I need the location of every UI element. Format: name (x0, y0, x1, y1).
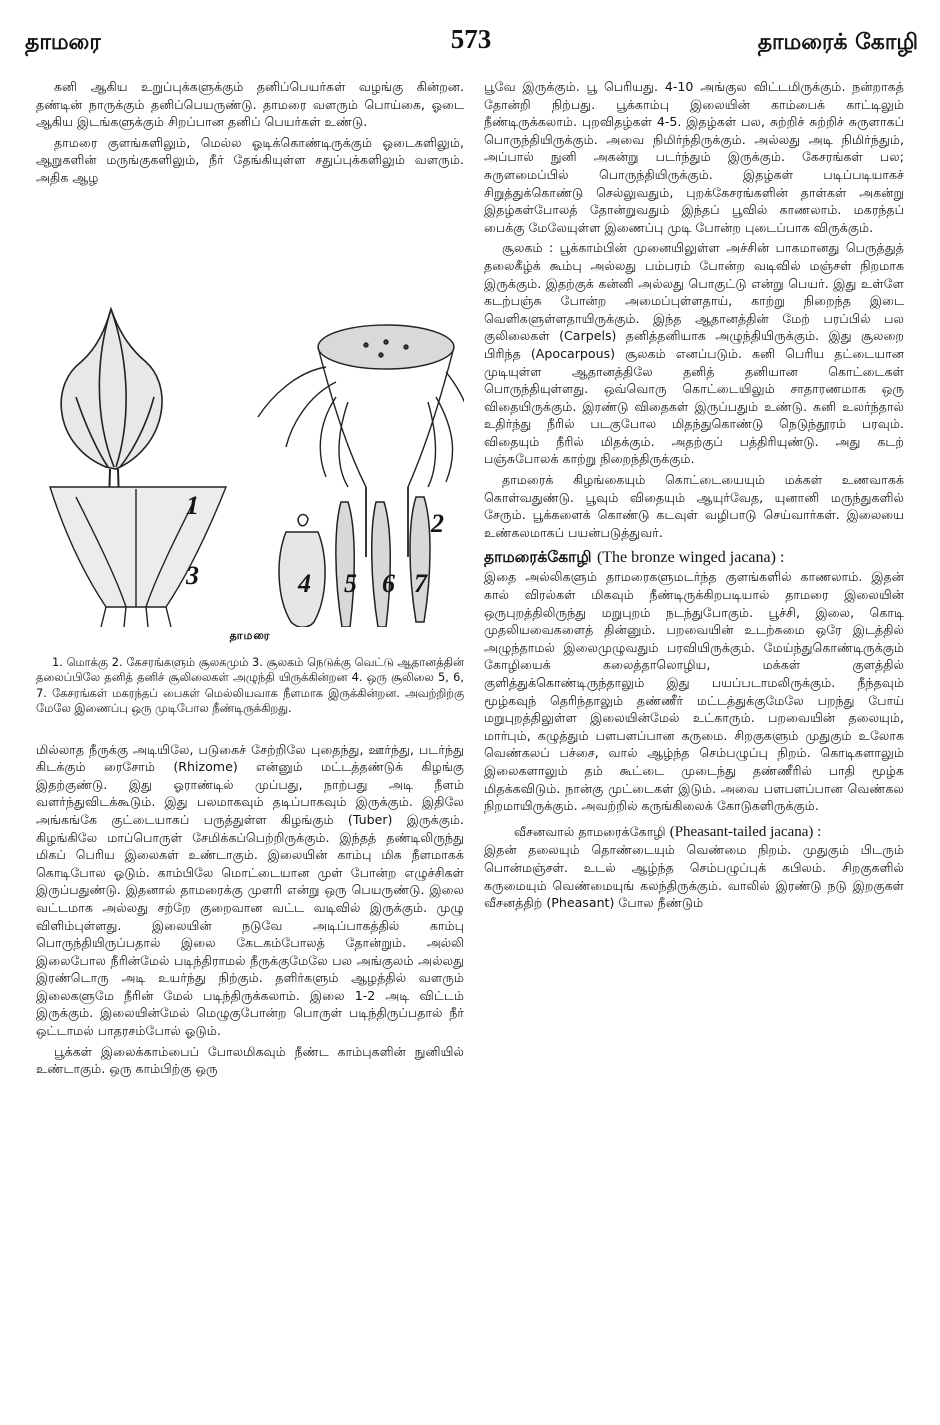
entry-heading-pheasant-tailed-jacana (484, 823, 904, 842)
intro-paragraph: கனி ஆகிய உறுப்புக்களுக்கும் தனிப்பெயர்கள் வழங்கு கின்றன. தண்டின் நாருக்கும் தனிப்பெயருண்டு. தாமரை வளரும் பொய்கை, ஓடை ஆகிய இடங்களுக்கும் சிறப்பான தனிப் பெயர்கள் உண்டு. (36, 79, 464, 130)
page-number: 573 (450, 24, 492, 54)
page-header (0, 0, 940, 60)
figure-label: 5 (344, 568, 357, 598)
running-head-left: தாமரை (25, 30, 101, 55)
lotus-illustration (36, 197, 464, 627)
right-column (484, 78, 904, 915)
figure-label: 6 (382, 568, 395, 598)
body-paragraph: பூக்கள் இலைக்காம்பைப் போலமிகவும் நீண்ட காம்புகளின் நுனியில் உண்டாகும். ஒரு காம்பிற்கு ஒரு (36, 1043, 464, 1077)
figure-label: 7 (414, 568, 427, 598)
figure-title: தாமரை (229, 628, 271, 642)
entry-heading-english: (Pheasant-tailed jacana) : (669, 823, 822, 840)
entry-text-jacana: இதை அல்லிகளும் தாமரைகளுமடர்ந்த குளங்களில் காணலாம். இதன் கால் விரல்கள் மிகவும் நீண்டிருக்கிறபடியால் தாமரை இலையின் ஒருபுறத்திலிருந்து மறுபுறம் நடந்துபோகும். பூச்சி, இலை, கொடி முதலியவைகளைத் தின்னும். பறவையின் உடற்சுமை ஒரே இடத்தில் அழுந்தாமல் இலைமுழுவதும் பரவியிருக்கும். மேய்ந்துகொண்டிருக்கும் கோழியைக் கலைத்தாலொழிய, மக்கள் குளத்தில் குளித்துக்கொண்டிருந்தாலும் இது பயப்படாமலிருக்கும். நீந்தவும் மூழ்கவுந் தெரிந்தாலும் தண்ணீர் மட்டத்துக்குமேலே பறந்து போய் மறுபுறத்திலுள்ள இலையின்மேல் உட்காரும். பறவையின் தலையும், மார்பும், கழுத்தும் பளபளப்பான கருமை. சிறகுகளும் முதுகும் உலோக வெண்கலப் பச்சை, வால் ஆழ்ந்த செம்பழுப்பு நிறம். கொடிகளாலும் இலைகளாலும் தம் கூட்டை முடைந்து தண்ணீரில் பாதி மூழ்க மிதக்கவிடும். நான்கு முட்டைகள் இடும். அவை பளபளப்பான வெண்கல நிறமாயிருக்கும். அவற்றில் கருங்கிலைக் கோடுகளிருக்கும். (484, 569, 904, 814)
figure-label: 3 (186, 560, 199, 590)
body-paragraph: பூவே இருக்கும். பூ பெரியது. 4-10 அங்குல விட்டமிருக்கும். நன்றாகத் தோன்றி நிற்பது. பூக்காம்பு இலையின் காம்பைக் காட்டிலும் நீண்டிருக்கலாம். புறவிதழ்கள் 4-5. இதழ்கள் பல, சுற்றிச் சுற்றிச் சுருளாகப் பொருந்தியிருக்கும். அவை நிமிர்ந்திருக்கும். அல்லது அடி நிமிர்ந்தும், அப்பால் நுனி அகன்று படர்ந்தும் இருக்கும். கேசரங்கள் பல; சுருளமைப்பில் பொருந்தியிருக்கும். இதழ்கள் படிப்படியாகச் சிறுத்துக்கொண்டு செல்லுவதும், புறக்கேசரங்களின் தாள்கள் அகன்று இதழ்கள்போலத் தோன்றுவதும் இந்தப் பூவில் காணலாம். மகரந்தப் பைக்கு மேலேயுள்ள இணைப்பு முடி போன்ற புடைப்பாக விருக்கும். (484, 79, 904, 235)
running-head-right: தாமரைக் கோழி (757, 30, 918, 55)
entry-heading-tamil: தாமரைக்கோழி (484, 548, 592, 567)
body-paragraph: மில்லாத நீருக்கு அடியிலே, படுகைச் சேற்றிலே புதைந்து, ஊர்ந்து, படர்ந்து கிடக்கும் ரைசோம் (Rhizome) என்னும் மட்டத்தண்டுக் கிழங்கு இதற்குண்டு. இது ஓராண்டில் முப்பது, நாற்பது அடி நீளம் வளர்ந்துவிடக்கூடும். இது பலமாகவும் தடிப்பாகவும் இருக்கும். இதிலே அங்கங்கே குட்டையாகப் பருத்துள்ள கிழங்கும் (Tuber) இருக்கும். கிழங்கிலே மாப்பொருள் சேமிக்கப்பெற்றிருக்கும். இந்தத் தண்டிலிருந்து மிகப் பெரிய இலைகள் உண்டாகும். இலையின் காம்பு மிக நீளமாகக் கொடிபோல ஓடும். காம்பிலே மொட்டையான முள் போன்ற எழுச்சிகள் இருப்பதுண்டு. இதனால் தாமரைக்கு முளரி என்று ஒரு பெயருண்டு. இலை வட்டமாக அல்லது சற்றே குறைவான வட்ட வடிவில் இருக்கும். முழு விளிம்புள்ளது. இலையின் நடுவே அடிப்பாகத்தில் காம்பு பொருந்தியிருப்பதால் இலை கேடகம்போலத் தோன்றும். அல்லி இலைபோல நீரின்மேல் படிந்திராமல் நீருக்குமேலே பல அங்குலம் அல்லது இரண்டொரு அடி உயர்ந்து நிற்கும். தளிர்களும் ஆழத்தில் வளரும் இலைகளுமே நீரின் மேல் படிந்திருக்கலாம். இலை 1-2 அடி விட்டம் இருக்கும். இலையின்மேல் மெழுகுபோன்ற பொருள் படிந்திருப்பதால் நீர் ஒட்டாமல் பாதரசம்போல் ஓடும். (36, 741, 464, 1039)
body-paragraph: சூலகம் : பூக்காம்பின் முனையிலுள்ள அச்சின் பாகமானது பெருத்துத் தலைகீழ்க் கூம்பு அல்லது பம்பரம் போன்ற வடிவில் மஞ்சள் நிறமாக இருக்கும். இதற்குக் கன்னி அல்லது பொகுட்டு என்று பெயர். இது உள்ளே கடற்பஞ்சு போன்ற அமைப்புள்ளதாய், காற்று நிறைந்த இடை வெளிகளுள்ளதாயிருக்கும். இந்த ஆதானத்தின் மேற் பரப்பில் பல குலிலைகள் (Carpels) தனித்தனியாக அழுந்தியிருக்கும். இது சூலறை பிரிந்த (Apocarpous) சூலகம் எனப்படும். கனி பெரிய தட்டையான முடியுள்ள ஆதானத்திலே தனித் தனியான கொட்டைகள் பொருந்தியுள்ளது. ஒவ்வொரு கொட்டையிலும் சாதாரணமாக ஒரு விதையிருக்கும். இரண்டு விதைகள் இருப்பதும் உண்டு. கனி உலர்ந்தால் உதிர்ந்து நீரில் படகுபோல மிதந்துகொண்டு நெடுந்தூரம் பரவும். விதையும் நீரில் மிதக்கும். அதற்குப் பத்திரியுண்டு. அது கடற் பஞ்சுபோலக் காற்று நிறைந்திருக்கும். (484, 240, 904, 467)
entry-text-pheasant-tailed-jacana: இதன் தலையும் தொண்டையும் வெண்மை நிறம். முதுகும் பிடரும் பொன்மஞ்சள். உடல் ஆழ்ந்த செம்பழுப்புக் கபிலம். சிறகுகளில் கருமையும் வெண்மையுங் கலந்திருக்கும். வாலில் இரண்டு நடு இறகுகள் வீசனத்திற் (Pheasant) போல நீண்டும் (484, 842, 904, 911)
intro-paragraph: தாமரை குளங்களிலும், மெல்ல ஓடிக்கொண்டிருக்கும் ஓடைகளிலும், ஆறுகளின் மருங்குகளிலும், நீர் தேங்கியுள்ள சதுப்புக்களிலும் வளரும். அதிக ஆழ (36, 134, 464, 185)
entry-heading-jacana (484, 547, 904, 568)
body-paragraph: தாமரைக் கிழங்கையும் கொட்டையையும் மக்கள் உணவாகக் கொள்வதுண்டு. பூவும் விதையும் ஆயுர்வேத, யுனானி மருந்துகளில் சேரும். பூக்களைக் கொண்டு கடவுள் வழிபாடு செய்வார்கள். இலையை உண்கலமாகப் பயன்படுத்துவர். (484, 472, 904, 540)
entry-heading-english: (The bronze winged jacana) : (596, 549, 785, 567)
figure-label: 2 (431, 508, 444, 538)
left-column (36, 78, 464, 1081)
figure-label: 4 (298, 568, 311, 598)
figure-label: 1 (186, 490, 199, 520)
entry-heading-tamil: வீசனவால் தாமரைக்கோழி (514, 823, 666, 839)
lotus-figure (36, 197, 464, 737)
receptacle-section-drawing (50, 487, 226, 627)
figure-caption: 1. மொக்கு 2. கேசரங்களும் சூலகமும் 3. சூலகம் நெடுக்கு வெட்டு ஆதானத்தின் தலைப்பிலே தனித் தனிச் சூலிலைகள் அழுந்தி யிருக்கின்றன 4. ஒரு சூலிலை 5, 6, 7. கேசரங்கள் மகரந்தப் பைகள் மெல்லியவாக நீளமாக இருக்கின்றன. அவற்றிற்கு மேலே இணைப்பு ஒரு முடிபோல நீண்டிருக்கிறது. (36, 654, 464, 716)
